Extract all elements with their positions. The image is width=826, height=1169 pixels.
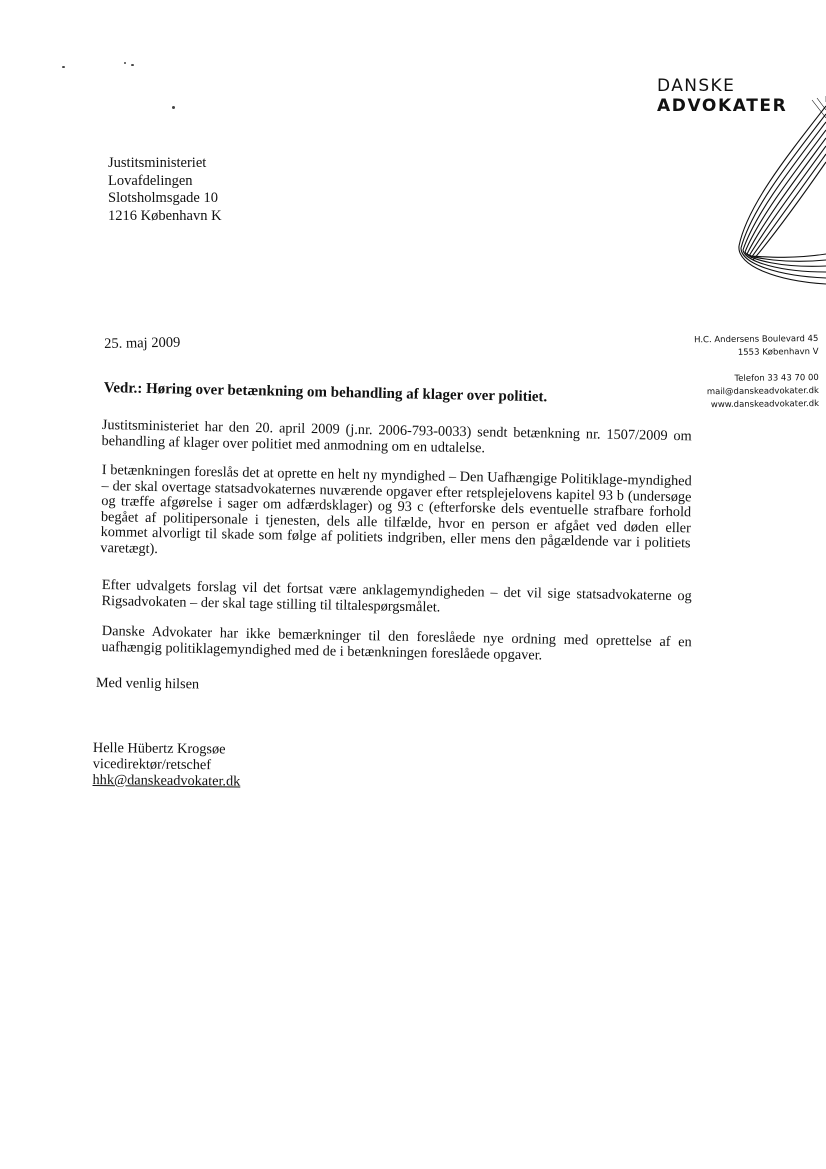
signatory-email-link[interactable]: hhk@danskeadvokater.dk <box>92 771 241 790</box>
logo-text-line1: DANSKE <box>657 76 736 96</box>
body-paragraph: I betænkningen foreslås det at oprette en helt ny myndighed – Den Uafhængige Politiklage-myndighed – der skal overtage statsadvokaternes nuværende opgaver efter retsplejelovens kapitel 93 b (undersøge og træffe afgørelse i sager om adfærdsklager) og 93 c (efterforske dels eventuelle strafbare forhold begået af politipersonale i tjenesten, dels alle tilfælde, hvor en person er afgået ved døden eller kommet alvorligt til skade som følge af politiets indgriben, eller mens den pågældende var i politiets varetægt). <box>100 462 692 557</box>
signature-block <box>92 740 240 790</box>
sender-contact-info <box>694 333 819 412</box>
scan-speck <box>131 64 134 66</box>
logo-text-line2: ADVOKATER <box>657 96 788 116</box>
sender-website: www.danskeadvokater.dk <box>710 398 819 411</box>
letter-date: 25. maj 2009 <box>104 334 181 352</box>
sender-email: mail@danskeadvokater.dk <box>706 385 819 398</box>
danske-advokater-logo <box>657 76 826 276</box>
recipient-line: Justitsministeriet <box>108 155 207 171</box>
sender-phone: Telefon 33 43 70 00 <box>734 372 819 384</box>
body-paragraph: Danske Advokater har ikke bemærkninger til den foreslåede nye ordning med oprettelse af en uafhængig politiklagemyndighed med de i betænkningen foreslåede opgaver. <box>101 623 692 663</box>
recipient-address <box>108 155 222 225</box>
sender-address-line2: 1553 København V <box>737 346 819 358</box>
recipient-line: Slotsholmsgade 10 <box>108 190 218 206</box>
scan-speck <box>172 106 175 109</box>
letter-subject: Vedr.: Høring over betænkning om behandling af klager over politiet. <box>103 380 548 406</box>
body-paragraph: Efter udvalgets forslag vil det fortsat være anklagemyndigheden – det vil sige statsadvokaterne og Rigsadvokaten – der skal tage stilling til tiltalespørgsmålet. <box>101 577 692 615</box>
signatory-name: Helle Hübertz Krogsøe <box>92 740 226 758</box>
scan-speck <box>62 66 65 68</box>
recipient-line: 1216 København K <box>108 207 222 224</box>
sender-address-line1: H.C. Andersens Boulevard 45 <box>693 333 819 346</box>
recipient-line: Lovafdelingen <box>108 172 193 189</box>
signatory-title: vicedirektør/retschef <box>92 755 212 774</box>
logo-swoosh-graphic <box>717 96 826 286</box>
closing-salutation: Med venlig hilsen <box>95 675 200 693</box>
scan-speck <box>124 62 126 64</box>
body-paragraph: Justitsministeriet har den 20. april 2009 (j.nr. 2006-793-0033) sendt betænkning nr. 1507/2009 om behandling af klager over politiet med anmodning om en udtalelse. <box>101 417 692 456</box>
